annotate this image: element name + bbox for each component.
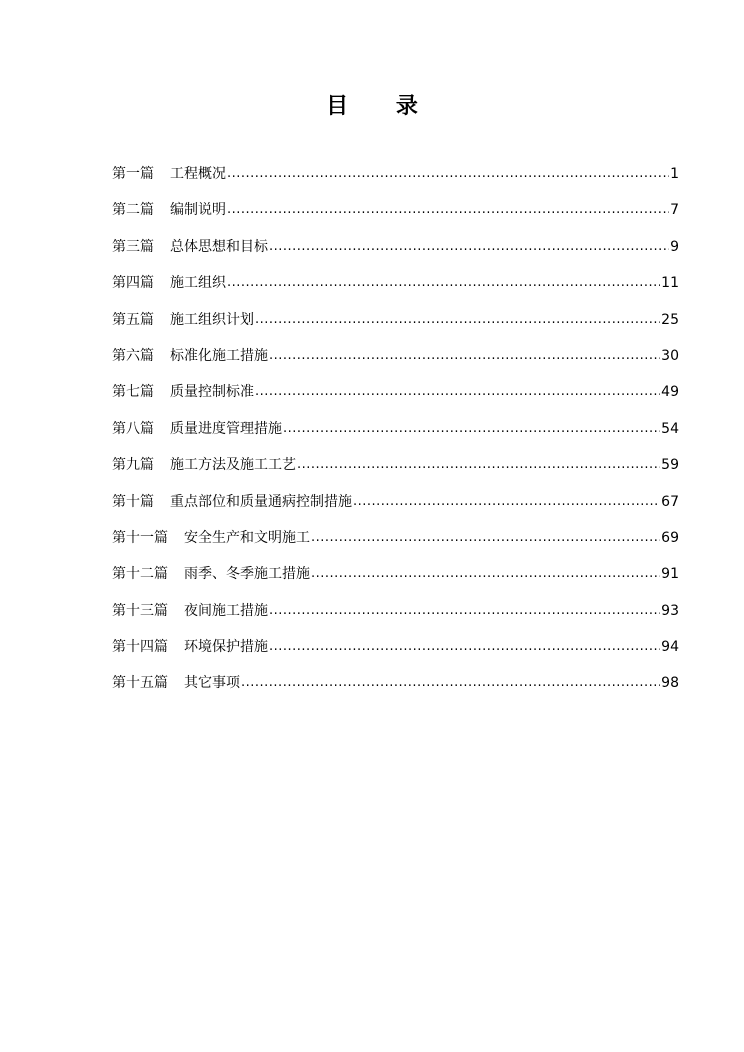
toc-page-number: 93 (661, 602, 679, 619)
dot-leader (227, 199, 669, 220)
toc-chapter-number: 第三篇 (112, 238, 154, 255)
toc-page-number: 1 (670, 166, 679, 182)
toc-chapter-number: 第二篇 (112, 202, 154, 219)
toc-page-number: 49 (661, 384, 679, 401)
toc-entry[interactable] (112, 382, 679, 418)
toc-chapter-number: 第六篇 (112, 347, 154, 364)
toc-entry[interactable] (112, 601, 679, 637)
toc-entry[interactable] (112, 528, 679, 564)
toc-chapter-number: 第七篇 (112, 384, 154, 401)
toc-chapter-number: 第十三篇 (112, 602, 168, 619)
toc-entry[interactable] (112, 564, 679, 600)
toc-entry[interactable] (112, 200, 679, 236)
dot-leader (297, 454, 660, 475)
toc-entry-title: 安全生产和文明施工 (184, 529, 310, 546)
toc-entry[interactable] (112, 492, 679, 528)
dot-leader (269, 636, 660, 657)
dot-leader (353, 491, 660, 512)
dot-leader (269, 600, 660, 621)
toc-entry-title: 编制说明 (170, 202, 226, 219)
toc-chapter-number: 第一篇 (112, 166, 154, 182)
dot-leader (255, 381, 660, 402)
toc-chapter-number: 第十四篇 (112, 639, 168, 656)
dot-leader (269, 236, 669, 257)
toc-title: 目 录 (326, 94, 438, 119)
toc-chapter-number: 第九篇 (112, 457, 154, 474)
toc-entry-title: 标准化施工措施 (170, 347, 268, 364)
dot-leader (269, 345, 660, 366)
toc-entry[interactable] (112, 237, 679, 273)
dot-leader (241, 672, 660, 693)
toc-page-number: 9 (670, 238, 679, 255)
toc-entry-title: 环境保护措施 (184, 639, 268, 656)
toc-entry[interactable] (112, 637, 679, 673)
toc-chapter-number: 第十五篇 (112, 675, 168, 692)
toc-entry-title: 工程概况 (170, 166, 226, 182)
toc-page-number: 25 (661, 311, 679, 328)
toc-entry-title: 施工组织计划 (170, 311, 254, 328)
toc-entry[interactable] (112, 455, 679, 491)
toc-entry-title: 重点部位和质量通病控制措施 (170, 493, 352, 510)
toc-chapter-number: 第十二篇 (112, 566, 168, 583)
toc-page-number: 69 (661, 529, 679, 546)
dot-leader (283, 418, 660, 439)
toc-entry[interactable] (112, 673, 679, 709)
toc-entry[interactable] (112, 346, 679, 382)
dot-leader (227, 272, 660, 293)
toc-entry-title: 质量进度管理措施 (170, 420, 282, 437)
toc-page-number: 91 (661, 566, 679, 583)
toc-entry[interactable] (112, 310, 679, 346)
toc-entry-title: 施工组织 (170, 275, 226, 292)
toc-entry-title: 其它事项 (184, 675, 240, 692)
dot-leader (227, 163, 669, 184)
toc-entry-title: 质量控制标准 (170, 384, 254, 401)
toc-chapter-number: 第十一篇 (112, 529, 168, 546)
toc-entry-title: 总体思想和目标 (170, 238, 268, 255)
toc-chapter-number: 第八篇 (112, 420, 154, 437)
toc-entry-title: 夜间施工措施 (184, 602, 268, 619)
dot-leader (311, 563, 660, 584)
toc-entry-title: 雨季、冬季施工措施 (184, 566, 310, 583)
toc-page-number: 94 (661, 639, 679, 656)
table-of-contents (112, 164, 679, 710)
toc-page-number: 54 (661, 420, 679, 437)
dot-leader (311, 527, 660, 548)
toc-entry[interactable] (112, 419, 679, 455)
toc-entry-title: 施工方法及施工工艺 (170, 457, 296, 474)
toc-entry[interactable] (112, 273, 679, 309)
toc-page-number: 67 (661, 493, 679, 510)
toc-page-number: 11 (661, 275, 679, 292)
toc-page-number: 30 (661, 347, 679, 364)
dot-leader (255, 309, 660, 330)
toc-page-number: 7 (670, 202, 679, 219)
toc-chapter-number: 第十篇 (112, 493, 154, 510)
toc-chapter-number: 第四篇 (112, 275, 154, 292)
toc-chapter-number: 第五篇 (112, 311, 154, 328)
toc-page-number: 59 (661, 457, 679, 474)
toc-entry[interactable] (112, 164, 679, 200)
toc-page-number: 98 (661, 675, 679, 692)
